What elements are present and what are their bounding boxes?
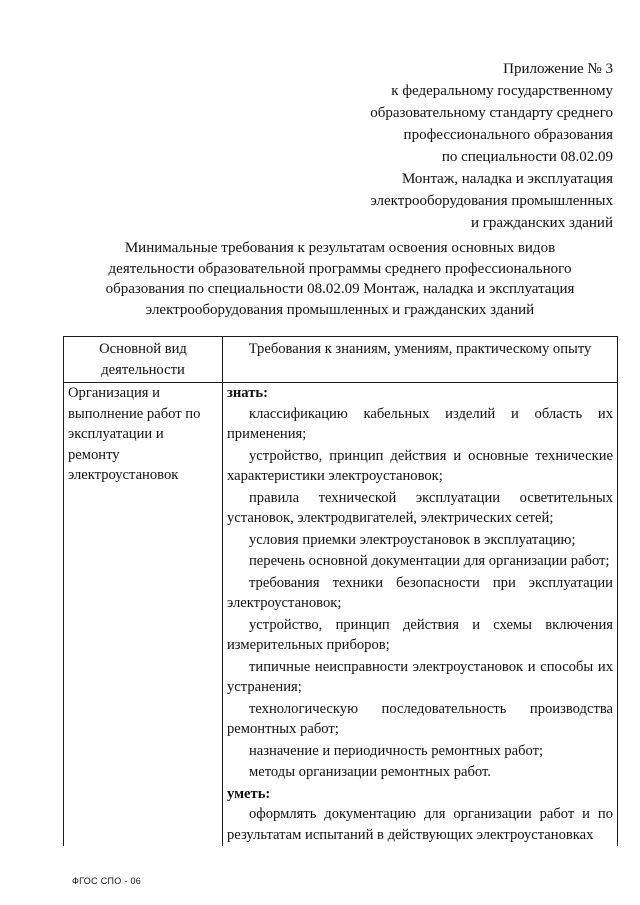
list-item: требования техники безопасности при эксплуатации электроустановок; [227,574,613,611]
table-row [64,383,618,847]
heading-line: деятельности образовательной программы среднего профессионального [108,260,572,277]
appendix-line: образовательному стандарту среднего [370,105,613,121]
list-item: типичные неисправности электроустановок и способы их устранения; [227,658,613,695]
list-item: устройство, принцип действия и основные технические характеристики электроустановок; [227,447,613,484]
page-footer: ФГОС СПО - 06 [72,876,142,886]
appendix-line: профессионального образования [403,127,613,143]
skill-label: уметь: [227,785,271,802]
appendix-line: Монтаж, наладка и эксплуатация [401,171,613,187]
activity-line: эксплуатации и [68,426,164,442]
activity-line: Организация и [68,385,160,401]
activity-cell [64,383,223,847]
requirements-cell [223,383,618,847]
appendix-line: и гражданских зданий [470,215,613,231]
header-requirements: Требования к знаниям, умениям, практическому опыту [223,337,618,383]
header-activity: Основной вид деятельности [64,337,223,383]
requirements-table [63,336,618,846]
appendix-line: Приложение № 3 [503,61,613,77]
list-item: оформлять документацию для организации работ и по результатам испытаний в действующих электроустановках [227,806,613,843]
appendix-header [370,58,613,234]
activity-line: выполнение работ по [68,405,201,422]
list-item: технологическую последовательность производства ремонтных работ; [227,700,613,737]
list-item: условия приемки электроустановок в эксплуатацию; [249,531,576,548]
activity-line: электроустановок [68,467,179,483]
list-item: перечень основной документации для организации работ; [249,553,610,569]
heading-line: образования по специальности 08.02.09 Монтаж, наладка и эксплуатация [105,281,575,297]
appendix-line: к федеральному государственному [391,83,613,99]
list-item: классификацию кабельных изделий и область их применения; [227,405,613,442]
document-heading [60,238,620,320]
table-header-row [64,337,618,383]
list-item: устройство, принцип действия и схемы включения измерительных приборов; [227,616,613,653]
appendix-line: электрооборудования промышленных [370,193,613,209]
appendix-line: по специальности 08.02.09 [441,149,613,165]
activity-line: ремонту [68,446,120,463]
list-item: назначение и периодичность ремонтных работ; [249,742,544,759]
know-label: знать: [227,385,268,401]
list-item: методы организации ремонтных работ. [249,764,491,780]
heading-line: электрооборудования промышленных и гражданских зданий [145,301,535,318]
list-item: правила технической эксплуатации осветительных установок, электродвигателей, электрических сетей; [227,489,613,526]
heading-line: Минимальные требования к результатам освоения основных видов [124,240,556,256]
